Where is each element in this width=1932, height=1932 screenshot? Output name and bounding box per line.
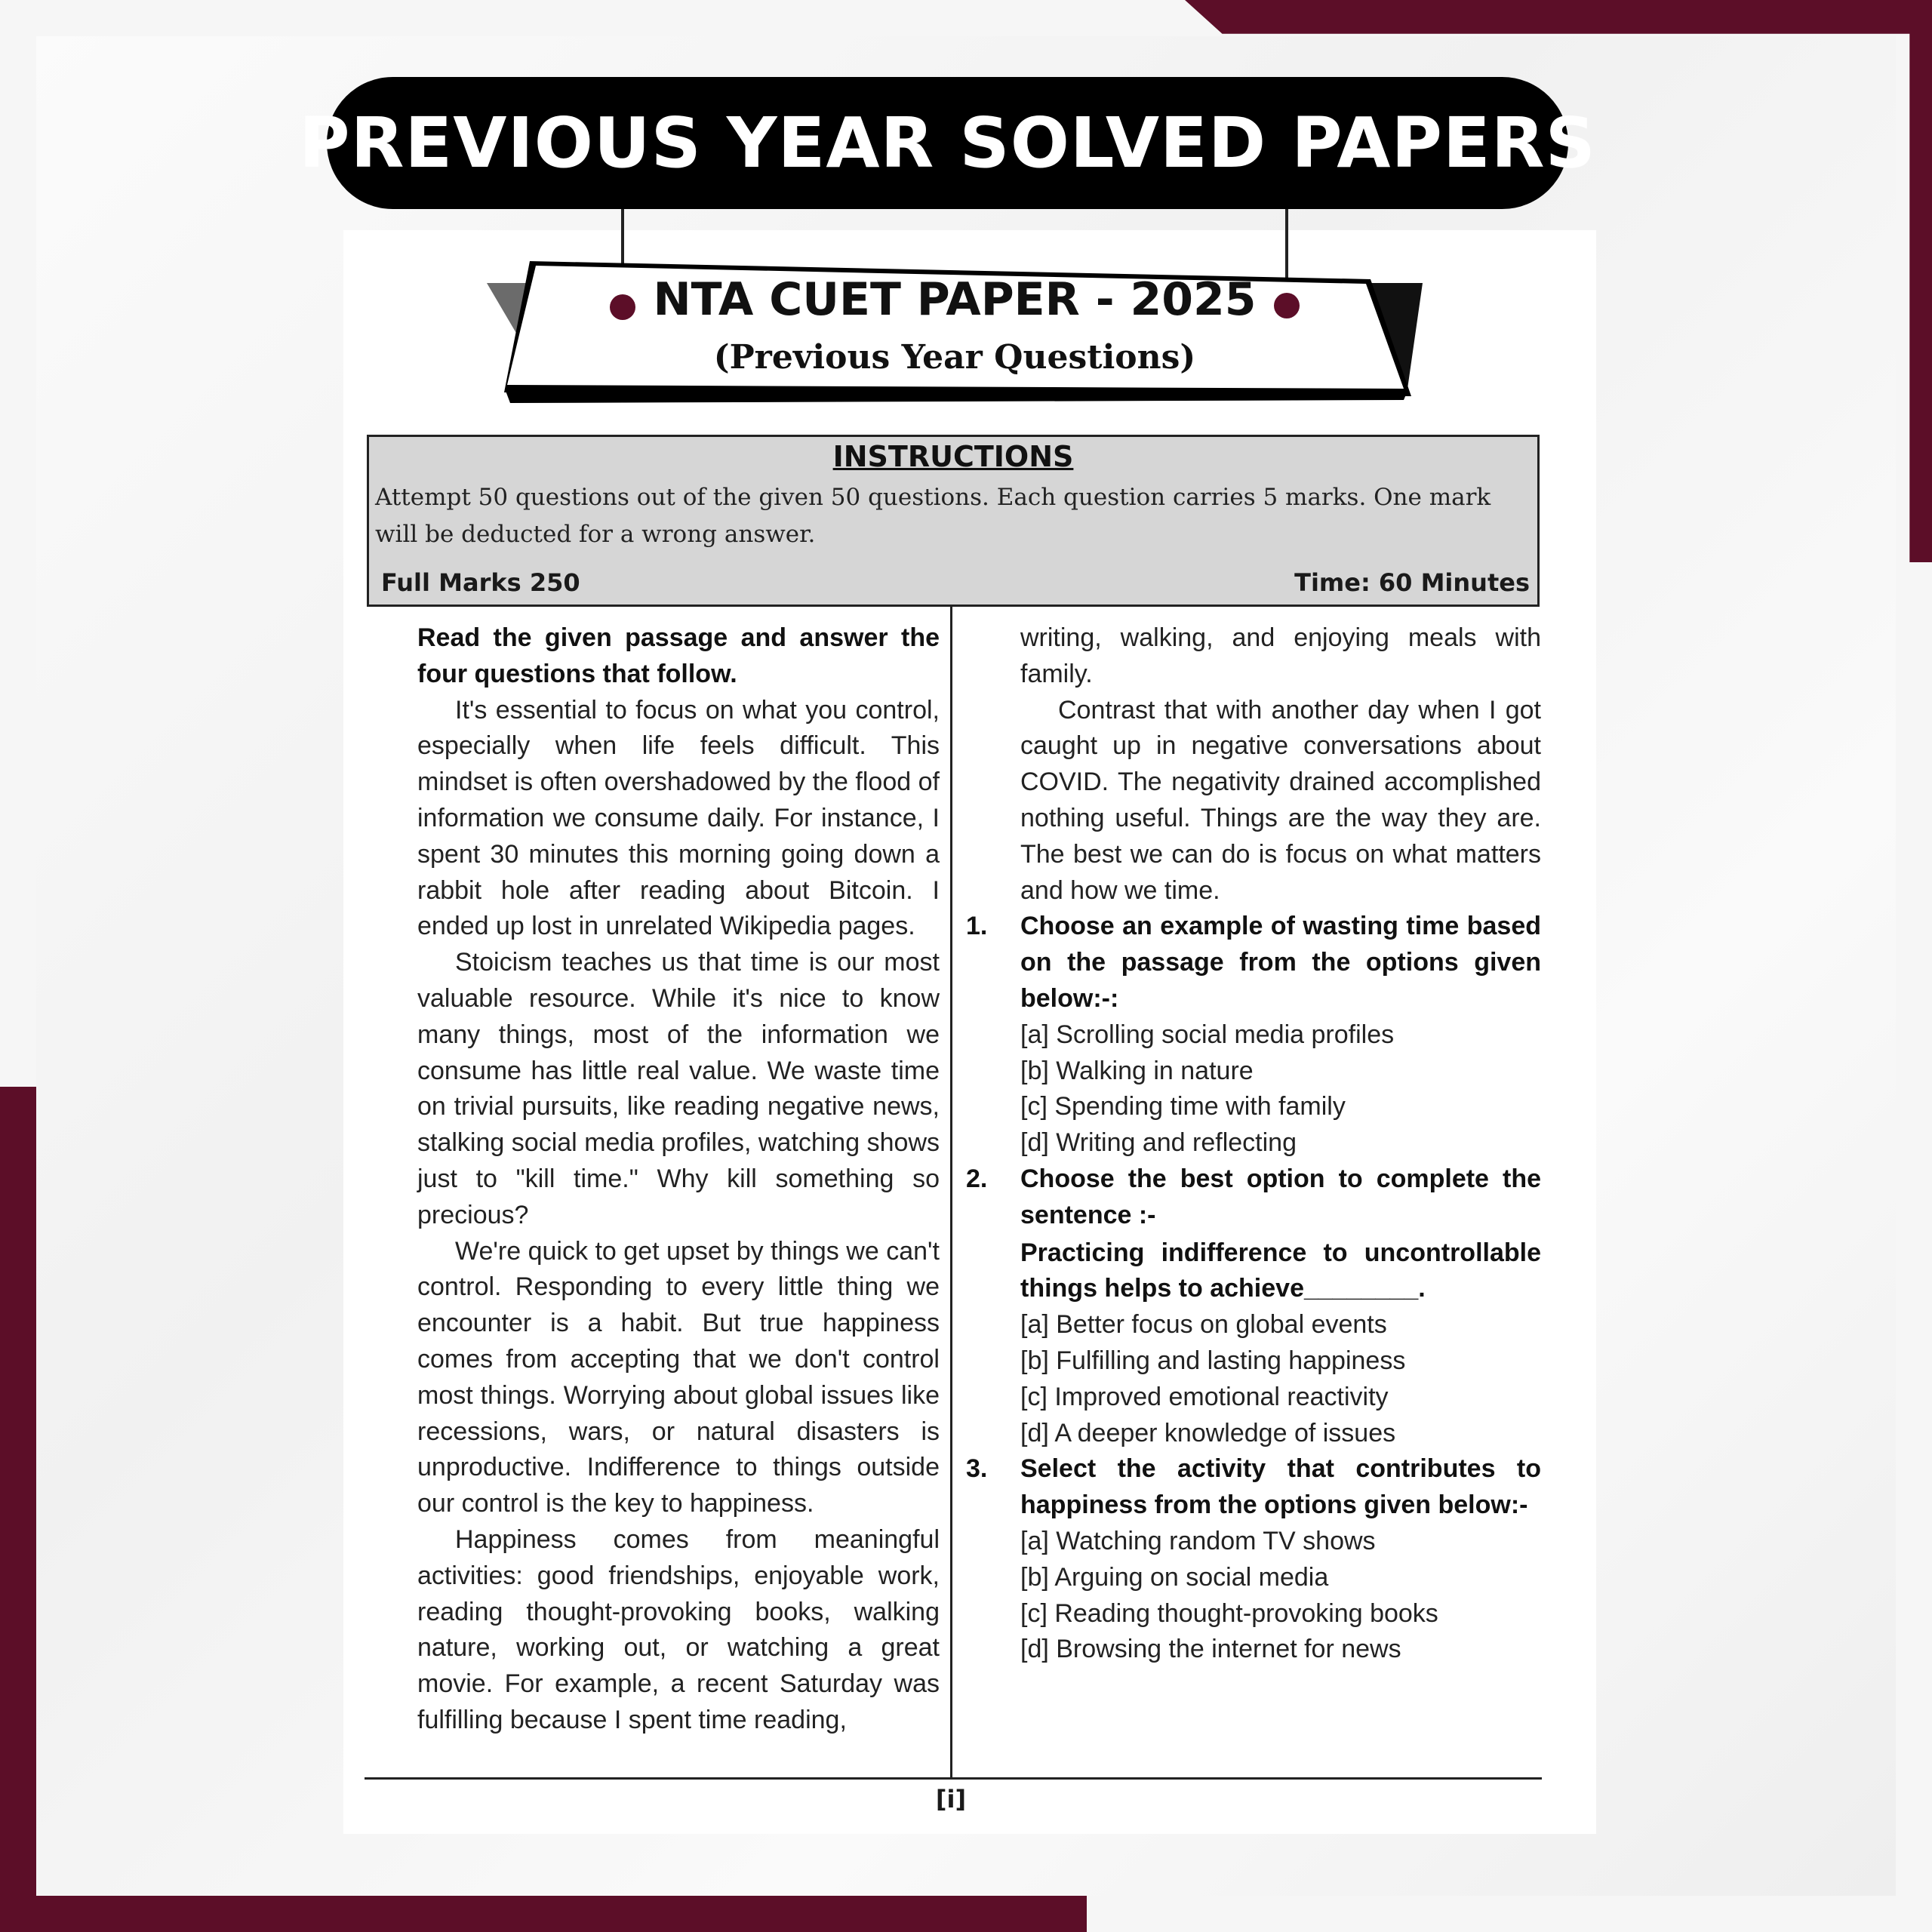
question-number: 2.: [966, 1164, 988, 1193]
time-limit: Time: 60 Minutes: [1294, 568, 1530, 597]
instructions-text: Attempt 50 questions out of the given 50 questions. Each question carries 5 marks. One mark will be deducted for a wrong answer.: [375, 484, 1491, 548]
passage-paragraph: It's essential to focus on what you control, especially when life feels difficult. This mindset is often overshadowed by the flood of information we consume daily. For instance, I spent 30 minutes this morning going down a rabbit hole after reading about Bitcoin. I ended up lost in unrelated Wikipedia pages.: [417, 695, 940, 941]
question-number: 1.: [966, 912, 988, 941]
column-divider: [950, 607, 952, 1779]
question-option: [a] Scrolling social media profiles: [1020, 1020, 1395, 1049]
question-sentence: Practicing indifference to uncontrollable things helps to achieve________.: [1020, 1238, 1541, 1303]
question-text: Choose the best option to complete the sentence :-: [1020, 1164, 1541, 1229]
passage-paragraph: We're quick to get upset by things we can't control. Responding to every little thing we encounter is a habit. But true happiness comes from accepting that we don't control most things. Worrying about global issues like recessions, wars, or natural disasters is unproductive. Indifference to things outside our control is the key to happiness.: [417, 1236, 940, 1518]
question-option: [c] Spending time with family: [1020, 1092, 1346, 1121]
passage-paragraph: Stoicism teaches us that time is our most valuable resource. While it's nice to know many things, most of the information we consume has little real value. We waste time on trivial pursuits, like reading negative news, stalking social media profiles, watching shows just to "kill time." Why kill something so precious?: [417, 948, 940, 1229]
bottom-rule: [365, 1777, 1542, 1780]
question-number: 3.: [966, 1454, 988, 1484]
full-marks: Full Marks 250: [381, 568, 580, 597]
passage-continuation: writing, walking, and enjoying meals with family.: [1020, 623, 1541, 688]
question-option: [d] Writing and reflecting: [1020, 1128, 1297, 1158]
paper-subtitle: (Previous Year Questions): [713, 338, 1196, 377]
question-1: [966, 909, 1541, 1161]
question-option: [d] A deeper knowledge of issues: [1020, 1418, 1396, 1447]
question-option: [d] Browsing the internet for news: [1020, 1635, 1401, 1664]
question-text: Select the activity that contributes to happiness from the options given below:-: [1020, 1454, 1541, 1520]
instructions-box: [367, 435, 1540, 607]
question-2: [966, 1161, 1541, 1451]
right-column: [966, 620, 1541, 1668]
passage-heading: Read the given passage and answer the four questions that follow.: [417, 623, 940, 688]
question-text: Choose an example of wasting time based on the passage from the options given below:-:: [1020, 912, 1541, 1013]
banner: [299, 77, 1596, 209]
left-column: [417, 620, 940, 1739]
question-option: [a] Better focus on global events: [1020, 1310, 1387, 1340]
question-option: [b] Arguing on social media: [1020, 1562, 1329, 1592]
question-option: [a] Watching random TV shows: [1020, 1526, 1376, 1555]
question-3: [966, 1451, 1541, 1668]
passage-paragraph: Contrast that with another day when I got caught up in negative conversations about COVID. The negativity drained accomplished nothing useful. Things are the way they are. The best we can do is focus on what matters and how we time.: [1020, 695, 1541, 905]
question-option: [b] Fulfilling and lasting happiness: [1020, 1346, 1406, 1375]
question-option: [c] Reading thought-provoking books: [1020, 1598, 1438, 1628]
instructions-heading: INSTRUCTIONS: [832, 440, 1074, 473]
page-number: [i]: [935, 1785, 967, 1814]
question-option: [c] Improved emotional reactivity: [1020, 1382, 1389, 1411]
paper-title: NTA CUET PAPER - 2025: [653, 273, 1257, 326]
question-option: [b] Walking in nature: [1020, 1056, 1254, 1085]
passage-paragraph: Happiness comes from meaningful activities: good friendships, enjoyable work, reading thought-provoking books, walking nature, working out, or watching a great movie. For example, a recent Saturday was fulfilling because I spent time reading,: [417, 1524, 940, 1734]
banner-title: PREVIOUS YEAR SOLVED PAPERS: [299, 103, 1596, 183]
